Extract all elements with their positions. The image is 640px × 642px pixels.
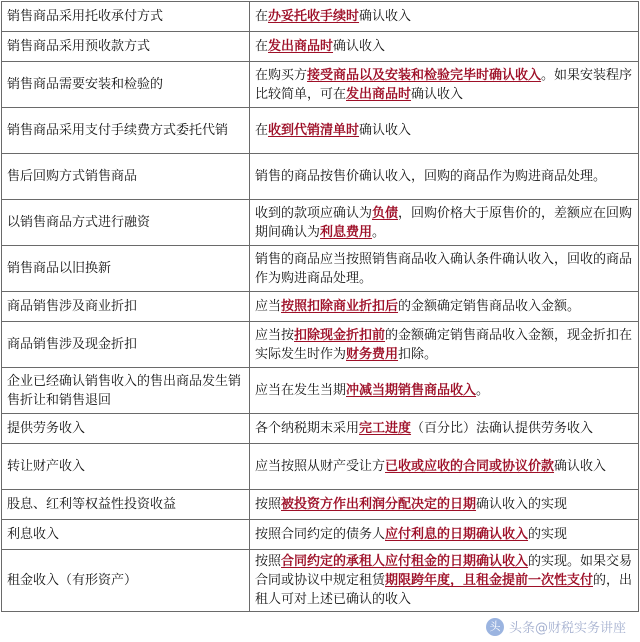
item-cell: 转让财产收入 [2, 444, 250, 490]
rule-text: 确认收入的实现 [476, 497, 568, 512]
rule-text: 应当 [255, 299, 282, 314]
table-row [2, 292, 639, 322]
rule-text: 在购买方 [255, 67, 308, 83]
rule-cell [250, 154, 639, 200]
item-cell: 商品销售涉及现金折扣 [2, 322, 250, 368]
table-row [2, 246, 639, 292]
rule-text: （百分比）法确认提供劳务收入 [411, 421, 594, 436]
highlighted-term: 被投资方作出利润分配决定的日期 [281, 497, 477, 512]
item-cell: 提供劳务收入 [2, 414, 250, 444]
rule-text: 在 [255, 9, 269, 24]
rule-cell [250, 368, 639, 414]
highlighted-term: 已收或应收的合同或协议价款 [385, 459, 555, 474]
rule-text: 应当在发生当期 [255, 383, 347, 398]
rule-cell [250, 246, 639, 292]
rule-text: 销售的商品应当按照销售商品收入确认条件确认收入，回收的商品作为购进商品处理。 [255, 251, 633, 286]
rule-cell [250, 414, 639, 444]
item-cell: 商品销售涉及商业折扣 [2, 292, 250, 322]
table-row [2, 550, 639, 612]
highlighted-term: 接受商品以及安装和检验完毕时确认收入 [307, 67, 542, 83]
watermark [486, 617, 626, 636]
item-cell: 销售商品采用托收承付方式 [2, 2, 250, 32]
highlighted-term: 财务费用 [346, 346, 399, 362]
rule-text: 。 [372, 224, 386, 240]
watermark-logo-icon: 头 [486, 618, 504, 636]
table-row [2, 490, 639, 520]
rule-text: 各个纳税期末采用 [255, 421, 360, 436]
rule-cell [250, 2, 639, 32]
highlighted-term: 冲减当期销售商品收入 [346, 383, 477, 398]
rule-cell [250, 108, 639, 154]
item-cell: 以销售商品方式进行融资 [2, 200, 250, 246]
rule-cell [250, 292, 639, 322]
revenue-recognition-table [1, 1, 639, 612]
table-row [2, 2, 639, 32]
rule-cell [250, 550, 639, 612]
rule-text: 。如果安装程序比较简单，可在 [255, 67, 633, 102]
rule-text: 扣除。 [398, 346, 438, 362]
rule-text: 确认收入 [554, 459, 607, 474]
item-cell: 租金收入（有形资产） [2, 550, 250, 612]
rule-text: 的实现 [528, 527, 568, 542]
rule-text: 销售的商品按售价确认收入，回购的商品作为购进商品处理。 [255, 169, 607, 184]
rule-text: 按照 [255, 554, 282, 569]
rule-text: 。 [476, 383, 490, 398]
item-cell: 股息、红利等权益性投资收益 [2, 490, 250, 520]
rule-cell [250, 322, 639, 368]
watermark-text: 头条@财税实务讲座 [508, 621, 626, 636]
highlighted-term: 发出商品时 [268, 39, 334, 54]
table-row [2, 154, 639, 200]
rule-text: ，回购价格大于原售价的，差额应在回购期间确认为 [255, 205, 633, 240]
rule-cell [250, 62, 639, 108]
rule-text: 应当按照从财产受让方 [255, 459, 386, 474]
highlighted-term: 负债 [372, 205, 399, 221]
rule-text: 确认收入 [411, 86, 464, 102]
rule-text: 收到的款项应确认为 [255, 205, 373, 221]
rule-cell [250, 444, 639, 490]
highlighted-term: 发出商品时 [346, 86, 412, 102]
rule-cell [250, 200, 639, 246]
item-cell: 销售商品以旧换新 [2, 246, 250, 292]
highlighted-term: 扣除现金折扣前 [294, 327, 386, 343]
table-row [2, 368, 639, 414]
rule-text: 的实现。如果交易合同或协议中规定租赁 [255, 554, 633, 588]
rule-text: 按照 [255, 497, 282, 512]
rule-text: 按照合同约定的债务人 [255, 527, 386, 542]
highlighted-term: 办妥托收手续时 [268, 9, 360, 24]
rule-cell [250, 520, 639, 550]
table-row [2, 62, 639, 108]
table-row [2, 108, 639, 154]
rule-cell [250, 490, 639, 520]
rule-text: 在 [255, 39, 269, 54]
highlighted-term: 收到代销清单时 [268, 123, 360, 138]
table-row [2, 200, 639, 246]
table-row [2, 414, 639, 444]
item-cell: 企业已经确认销售收入的售出商品发生销售折让和销售退回 [2, 368, 250, 414]
table-row [2, 520, 639, 550]
rule-text: 的，出租人可对上述已确认的收入 [255, 573, 633, 607]
highlighted-term: 期限跨年度，且租金提前一次性支付 [385, 573, 594, 588]
highlighted-term: 应付利息的日期确认收入 [385, 527, 529, 542]
highlighted-term: 完工进度 [359, 421, 412, 436]
item-cell: 利息收入 [2, 520, 250, 550]
item-cell: 售后回购方式销售商品 [2, 154, 250, 200]
table-row [2, 444, 639, 490]
highlighted-term: 合同约定的承租人应付租金的日期确认收入 [281, 554, 529, 569]
rule-text: 在 [255, 123, 269, 138]
rule-cell [250, 32, 639, 62]
rule-text: 确认收入 [333, 39, 386, 54]
item-cell: 销售商品需要安装和检验的 [2, 62, 250, 108]
highlighted-term: 利息费用 [320, 224, 373, 240]
item-cell: 销售商品采用支付手续费方式委托代销 [2, 108, 250, 154]
rule-text: 的金额确定销售商品收入金额。 [398, 299, 581, 314]
rule-text: 确认收入 [359, 123, 412, 138]
rule-text: 应当按 [255, 327, 295, 343]
table-row [2, 32, 639, 62]
highlighted-term: 按照扣除商业折扣后 [281, 299, 399, 314]
table-row [2, 322, 639, 368]
rule-text: 的金额确定销售商品收入金额，现金折扣在实际发生时作为 [255, 327, 633, 362]
rule-text: 确认收入 [359, 9, 412, 24]
item-cell: 销售商品采用预收款方式 [2, 32, 250, 62]
